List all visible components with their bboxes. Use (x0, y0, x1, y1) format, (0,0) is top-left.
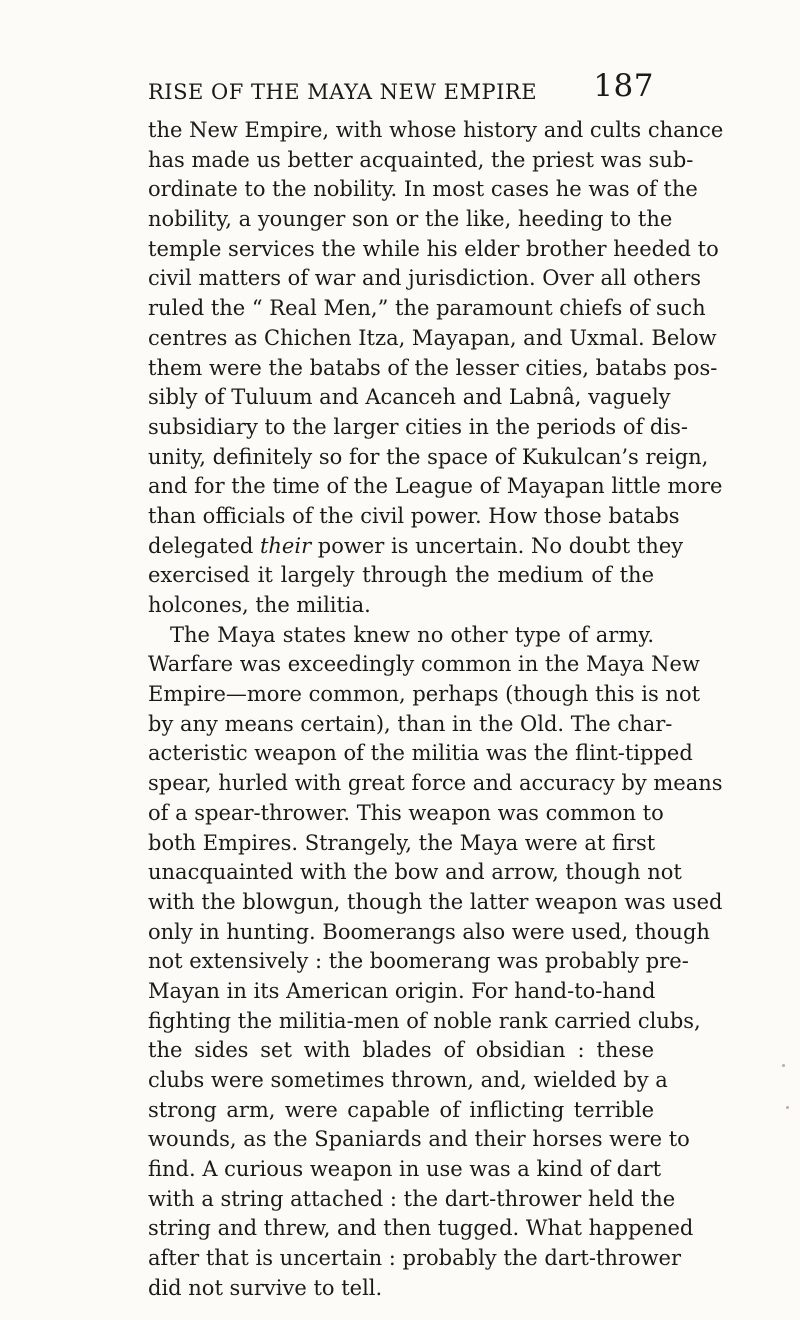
running-title: RISE OF THE MAYA NEW EMPIRE (148, 80, 538, 104)
text-line: holcones, the militia. (148, 593, 371, 617)
text-line: ordinate to the nobility. In most cases he was of the (148, 177, 698, 202)
text-line: spear, hurled with great force and accuracy by means (148, 771, 723, 796)
text-line: fighting the militia-men of noble rank carried clubs, (148, 1008, 701, 1033)
text-line: with a string attached : the dart-thrower held the (148, 1186, 676, 1211)
text-line: Empire—more common, perhaps (though this is not (148, 682, 701, 707)
paragraph-2 (148, 621, 723, 1304)
text-line: clubs were sometimes thrown, and, wielded by a (148, 1068, 668, 1092)
paragraph-1 (148, 116, 724, 621)
text-line: did not survive to tell. (148, 1275, 383, 1300)
text-line: civil matters of war and jurisdiction. Over all others (148, 266, 702, 291)
text-line: only in hunting. Boomerangs also were used, though (148, 919, 710, 944)
text-line: with the blowgun, though the latter weapon was used (148, 889, 723, 914)
text-line: centres as Chichen Itza, Mayapan, and Uxmal. Below (148, 325, 717, 350)
page-number: 187 (593, 68, 654, 104)
text-line: both Empires. Strangely, the Maya were at first (148, 830, 656, 855)
text-line (148, 532, 684, 562)
text-line: unacquainted with the bow and arrow, though not (148, 860, 682, 885)
body-text (148, 116, 724, 1304)
text-line: wounds, as the Spaniards and their horses were to (148, 1127, 690, 1152)
text-line: Mayan in its American origin. For hand-to-hand (148, 978, 656, 1003)
text-line: Warfare was exceedingly common in the Maya New (148, 652, 700, 677)
text-line: and for the time of the League of Mayapan little more (148, 474, 723, 499)
text-line: strong arm, were capable of inflicting terrible (148, 1097, 654, 1122)
text-line: of a spear-thrower. This weapon was common to (148, 800, 664, 825)
text-line: the New Empire, with whose history and cults chance (148, 118, 724, 142)
text-line: by any means certain), than in the Old. The char- (148, 711, 673, 736)
text-line: has made us better acquainted, the priest was sub- (148, 147, 694, 172)
emphasized-word: their (259, 533, 312, 558)
text-line: them were the batabs of the lesser cities, batabs pos- (148, 355, 718, 380)
text-line: unity, definitely so for the space of Kukulcan’s reign, (148, 444, 709, 469)
text-line: nobility, a younger son or the like, heeding to the (148, 207, 673, 232)
text-line: find. A curious weapon in use was a kind of dart (148, 1157, 662, 1182)
paper-speck (786, 1106, 789, 1109)
text-line: the sides set with blades of obsidian : these (148, 1038, 654, 1063)
text-line: subsidiary to the larger cities in the periods of dis- (148, 414, 688, 439)
text-line: string and threw, and then tugged. What happened (148, 1216, 694, 1241)
paper-speck (782, 1064, 785, 1067)
text-line: acteristic weapon of the militia was the flint-tipped (148, 741, 693, 766)
text-line: The Maya states knew no other type of army. (170, 622, 654, 647)
text-line: temple services the while his elder brother heeded to (148, 236, 719, 261)
text-line: sibly of Tuluum and Acanceh and Labnâ, vaguely (148, 385, 671, 410)
text-segment: power is uncertain. No doubt they (311, 533, 684, 558)
text-line: exercised it largely through the medium of the (148, 563, 654, 588)
text-line: than officials of the civil power. How those batabs (148, 503, 680, 528)
text-line: ruled the “ Real Men,” the paramount chiefs of such (148, 296, 706, 321)
text-line: not extensively : the boomerang was probably pre- (148, 949, 689, 974)
text-segment: delegated (148, 533, 260, 558)
text-line: after that is uncertain : probably the dart-thrower (148, 1246, 682, 1271)
